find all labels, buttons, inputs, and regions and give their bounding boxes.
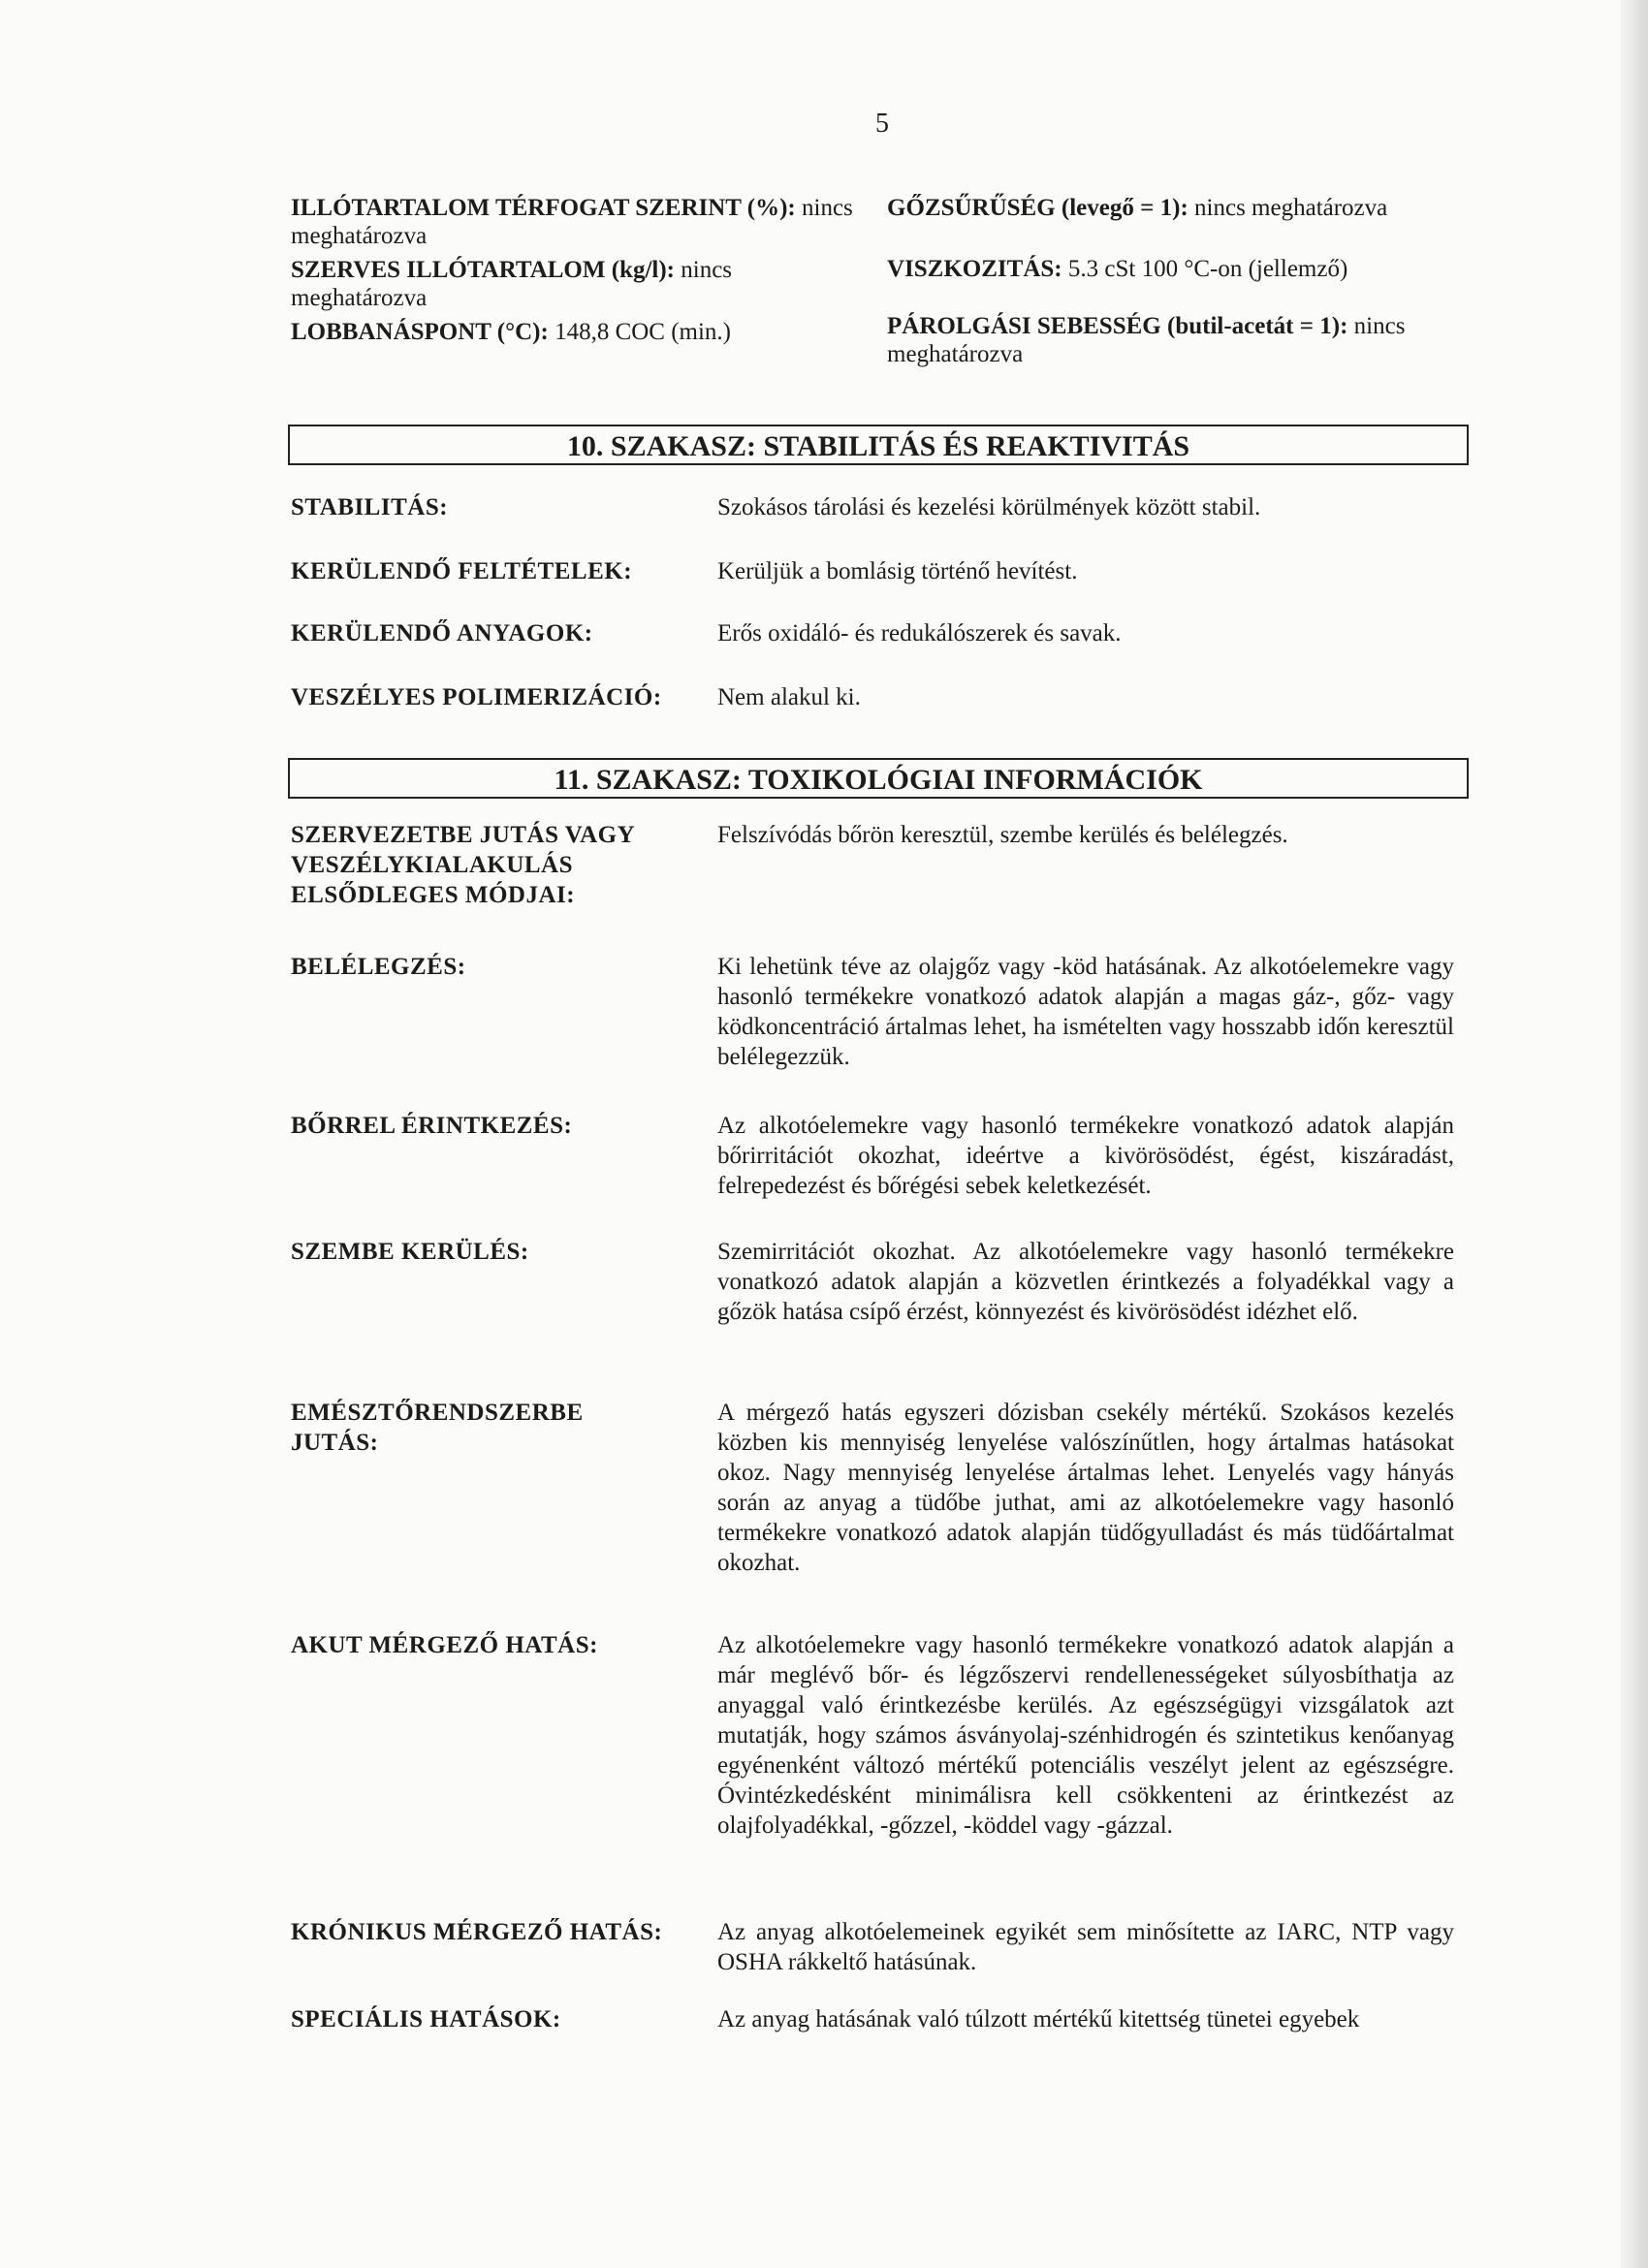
row-value: Az anyag alkotóelemeinek egyikét sem minősítette az IARC, NTP vagy OSHA rákkeltő hatásúnak. (717, 1919, 1454, 1975)
property-label: PÁROLGÁSI SEBESSÉG (butil-acetát = 1): (887, 313, 1348, 339)
row-label: KERÜLENDŐ FELTÉTELEK: (291, 558, 633, 584)
row-label: KERÜLENDŐ ANYAGOK: (291, 620, 593, 646)
property-label: SZERVES ILLÓTARTALOM (kg/l): (291, 257, 675, 283)
property-item (291, 318, 872, 346)
row-value: Nem alakul ki. (717, 684, 861, 710)
property-value: nincs meghatározva (291, 257, 733, 311)
row-value: A mérgező hatás egyszeri dózisban csekély mértékű. Szokásos kezelés közben kis mennyiség lenyelése valószínűtlen, hogy ártalmas hatásokat okoz. Nagy mennyiség lenyelése ártalmas lehet. Lenyelés vagy hányás során az anyag a tüdőbe juthat, ami az alkotóelemekre vagy hasonló termékekre vonatkozó adatok alapján tüdőgyulladást és más tüdőártalmat okozhat. (717, 1400, 1454, 1576)
property-value: nincs meghatározva (291, 195, 853, 249)
property-value: nincs meghatározva (1194, 195, 1388, 221)
row-label: AKUT MÉRGEZŐ HATÁS: (291, 1632, 598, 1658)
page-edge (1621, 0, 1648, 2268)
row-value: Az alkotóelemekre vagy hasonló termékekre vonatkozó adatok alapján a már meglévő bőr- és légzőszervi rendellenességeket súlyosbíthatja az anyaggal való érintkezésbe kerülés. Az egészségügyi vizsgálatok azt mutatják, hogy számos ásványolaj-szénhidrogén és szintetikus kenőanyag egyénenként változó mértékű potenciális veszélyt jelent az egészségre. Óvintézkedésként minimálisra kell csökkenteni az érintkezést az olajfolyadékkal, -gőzzel, -köddel vagy -gázzal. (717, 1632, 1454, 1839)
property-label: ILLÓTARTALOM TÉRFOGAT SZERINT (%): (291, 195, 796, 221)
properties-left-column (291, 194, 872, 352)
row-label: SPECIÁLIS HATÁSOK: (291, 2006, 561, 2032)
property-item (887, 312, 1488, 368)
row-value: Szokásos tárolási és kezelési körülmények között stabil. (717, 494, 1261, 520)
properties-right-column (887, 194, 1488, 374)
property-item (291, 194, 872, 250)
row-label: BŐRREL ÉRINTKEZÉS: (291, 1113, 573, 1139)
row-value: Kerüljük a bomlásig történő hevítést. (717, 558, 1078, 584)
property-item (291, 256, 872, 312)
property-value: 5.3 cSt 100 °C-on (jellemző) (1067, 256, 1348, 282)
row-label: BELÉLEGZÉS: (291, 954, 466, 980)
property-value: nincs meghatározva (887, 313, 1406, 367)
row-label: KRÓNIKUS MÉRGEZŐ HATÁS: (291, 1919, 663, 1945)
property-label: LOBBANÁSPONT (°C): (291, 319, 549, 345)
row-value: Az alkotóelemekre vagy hasonló termékekre vonatkozó adatok alapján bőrirritációt okozhat, ideértve a kivörösödést, égést, kiszáradást, felrepedezést és bőrégési sebek keletkezését. (717, 1113, 1454, 1199)
row-label: SZEMBE KERÜLÉS: (291, 1239, 529, 1265)
property-label: VISZKOZITÁS: (887, 256, 1062, 282)
row-value: Erős oxidáló- és redukálószerek és savak. (717, 620, 1122, 646)
page-number: 5 (875, 109, 889, 139)
property-label: GŐZSŰRŰSÉG (levegő = 1): (887, 195, 1188, 221)
property-value: 148,8 COC (min.) (555, 319, 732, 345)
property-item (887, 194, 1488, 222)
row-label: EMÉSZTŐRENDSZERBE JUTÁS: (291, 1400, 584, 1456)
row-value: Az anyag hatásának való túlzott mértékű kitettség tünetei egyebek (717, 2006, 1360, 2032)
row-value: Szemirritációt okozhat. Az alkotóelemekre vagy hasonló termékekre vonatkozó adatok alapján a közvetlen érintkezés a folyadékkal vagy a gőzök hatása csípő érzést, könnyezést és kivörösödést idézhet elő. (717, 1239, 1454, 1325)
section-11-header: 11. SZAKASZ: TOXIKOLÓGIAI INFORMÁCIÓK (288, 758, 1469, 799)
property-item (887, 255, 1488, 283)
row-label: SZERVEZETBE JUTÁS VAGY VESZÉLYKIALAKULÁS ELSŐDLEGES MÓDJAI: (291, 822, 635, 908)
row-label: STABILITÁS: (291, 494, 449, 520)
row-value: Ki lehetünk téve az olajgőz vagy -köd hatásának. Az alkotóelemekre vagy hasonló termékekre vonatkozó adatok alapján a magas gáz-, gőz- vagy ködkoncentráció ártalmas lehet, ha ismételten vagy hosszabb időn keresztül belélegezzük. (717, 954, 1454, 1070)
section-10-header: 10. SZAKASZ: STABILITÁS ÉS REAKTIVITÁS (288, 425, 1469, 465)
row-value: Felszívódás bőrön keresztül, szembe kerülés és belélegzés. (717, 822, 1288, 848)
row-label: VESZÉLYES POLIMERIZÁCIÓ: (291, 684, 662, 710)
